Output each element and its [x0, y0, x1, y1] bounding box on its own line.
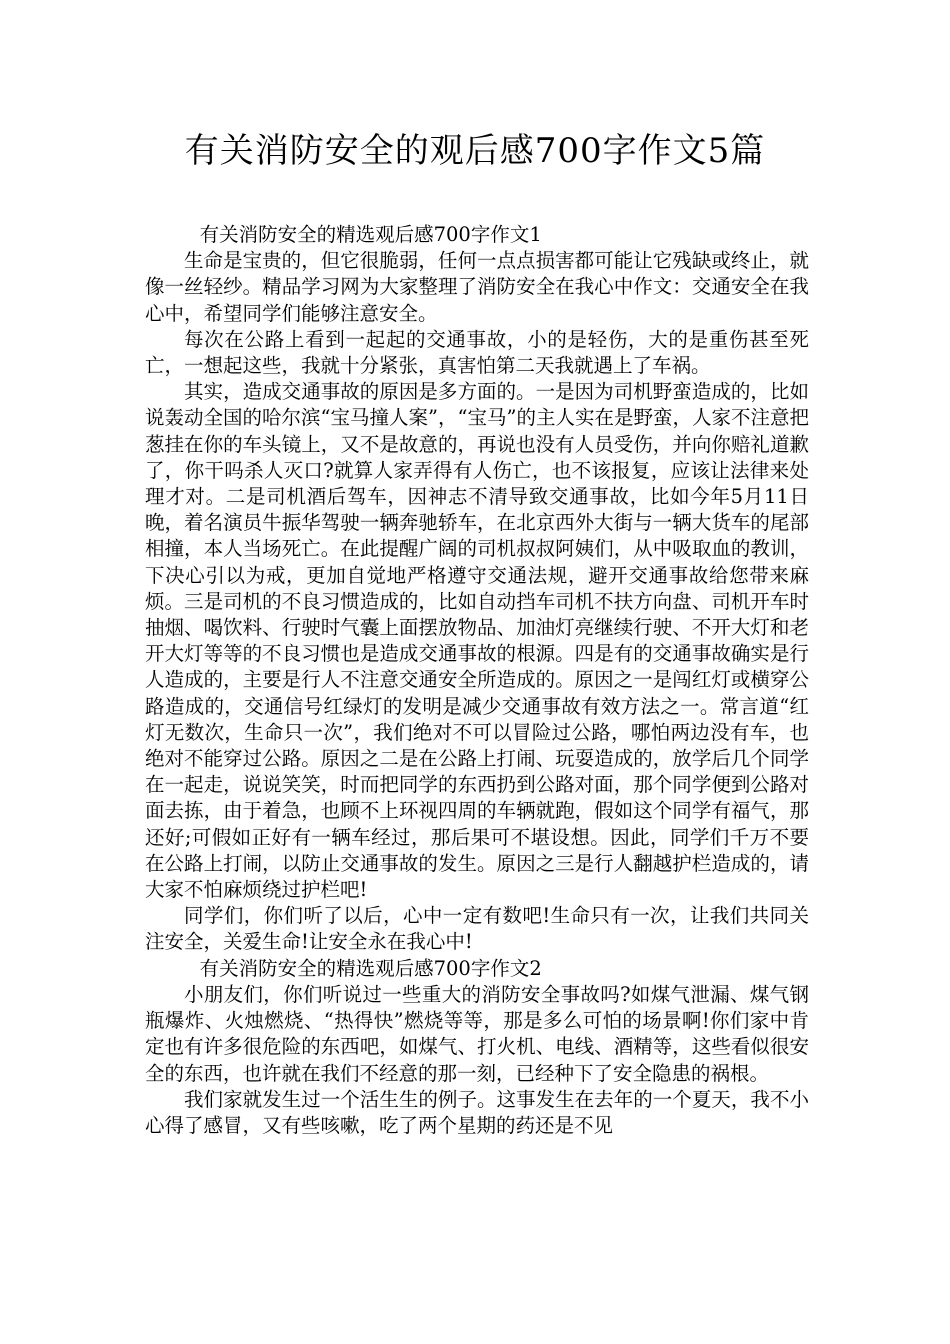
body-paragraph: 我们家就发生过一个活生生的例子。这事发生在去年的一个夏天，我不小心得了感冒，又有些咳嗽，吃了两个星期的药还是不见: [145, 1087, 809, 1137]
body-paragraph: 生命是宝贵的，但它很脆弱，任何一点点损害都可能让它残缺或终止，就像一丝轻纱。精品学习网为大家整理了消防安全在我心中作文：交通安全在我心中，希望同学们能够注意安全。: [145, 249, 809, 325]
body-paragraph: 其实，造成交通事故的原因是多方面的。一是因为司机野蛮造成的，比如说轰动全国的哈尔滨“宝马撞人案”，“宝马”的主人实在是野蛮，人家不注意把葱挂在你的车头镜上，又不是故意的，再说也没有人员受伤，并向你赔礼道歉了，你干吗杀人灭口?就算人家弄得有人伤亡，也不该报复，应该让法律来处理才对。二是司机酒后驾车，因神志不清导致交通事故，比如今年5月11日晚，着名演员牛振华驾驶一辆奔驰轿车，在北京西外大街与一辆大货车的尾部相撞，本人当场死亡。在此提醒广阔的司机叔叔阿姨们，从中吸取血的教训，下决心引以为戒，更加自觉地严格遵守交通法规，避开交通事故给您带来麻烦。三是司机的不良习惯造成的，比如自动挡车司机不扶方向盘、司机开车时抽烟、喝饮料、行驶时气囊上面摆放物品、加油灯亮继续行驶、不开大灯和老开大灯等等的不良习惯也是造成交通事故的根源。四是有的交通事故确实是行人造成的，主要是行人不注意交通安全所造成的。原因之一是闯红灯或横穿公路造成的，交通信号红绿灯的发明是减少交通事故有效方法之一。常言道“红灯无数次，生命只一次”，我们绝对不可以冒险过公路，哪怕两边没有车，也绝对不能穿过公路。原因之二是在公路上打闹、玩耍造成的，放学后几个同学在一起走，说说笑笑，时而把同学的东西扔到公路对面，那个同学便到公路对面去拣，由于着急，也顾不上环视四周的车辆就跑，假如这个同学有福气，那还好;可假如正好有一辆车经过，那后果可不堪设想。因此，同学们千万不要在公路上打闹，以防止交通事故的发生。原因之三是行人翻越护栏造成的，请大家不怕麻烦绕过护栏吧!: [145, 380, 809, 902]
body-paragraph: 小朋友们，你们听说过一些重大的消防安全事故吗?如煤气泄漏、煤气钢瓶爆炸、火烛燃烧、“热得快”燃烧等等，那是多么可怕的场景啊!你们家中肯定也有许多很危险的东西吧，如煤气、打火机、电线、酒精等，这些看似很安全的东西，也许就在我们不经意的那一刻，已经种下了安全隐患的祸根。: [145, 982, 809, 1085]
document-body: [145, 222, 809, 1139]
document-title: 有关消防安全的观后感700字作文5篇: [184, 131, 766, 171]
section-heading: 有关消防安全的精选观后感700字作文1: [199, 223, 542, 246]
body-paragraph: 每次在公路上看到一起起的交通事故，小的是轻伤，大的是重伤甚至死亡，一想起这些，我就十分紧张，真害怕第二天我就遇上了车祸。: [145, 327, 809, 378]
section-heading: 有关消防安全的精选观后感700字作文2: [199, 956, 542, 980]
body-paragraph: 同学们，你们听了以后，心中一定有数吧!生命只有一次，让我们共同关注安全，关爱生命!让安全永在我心中!: [145, 904, 809, 954]
